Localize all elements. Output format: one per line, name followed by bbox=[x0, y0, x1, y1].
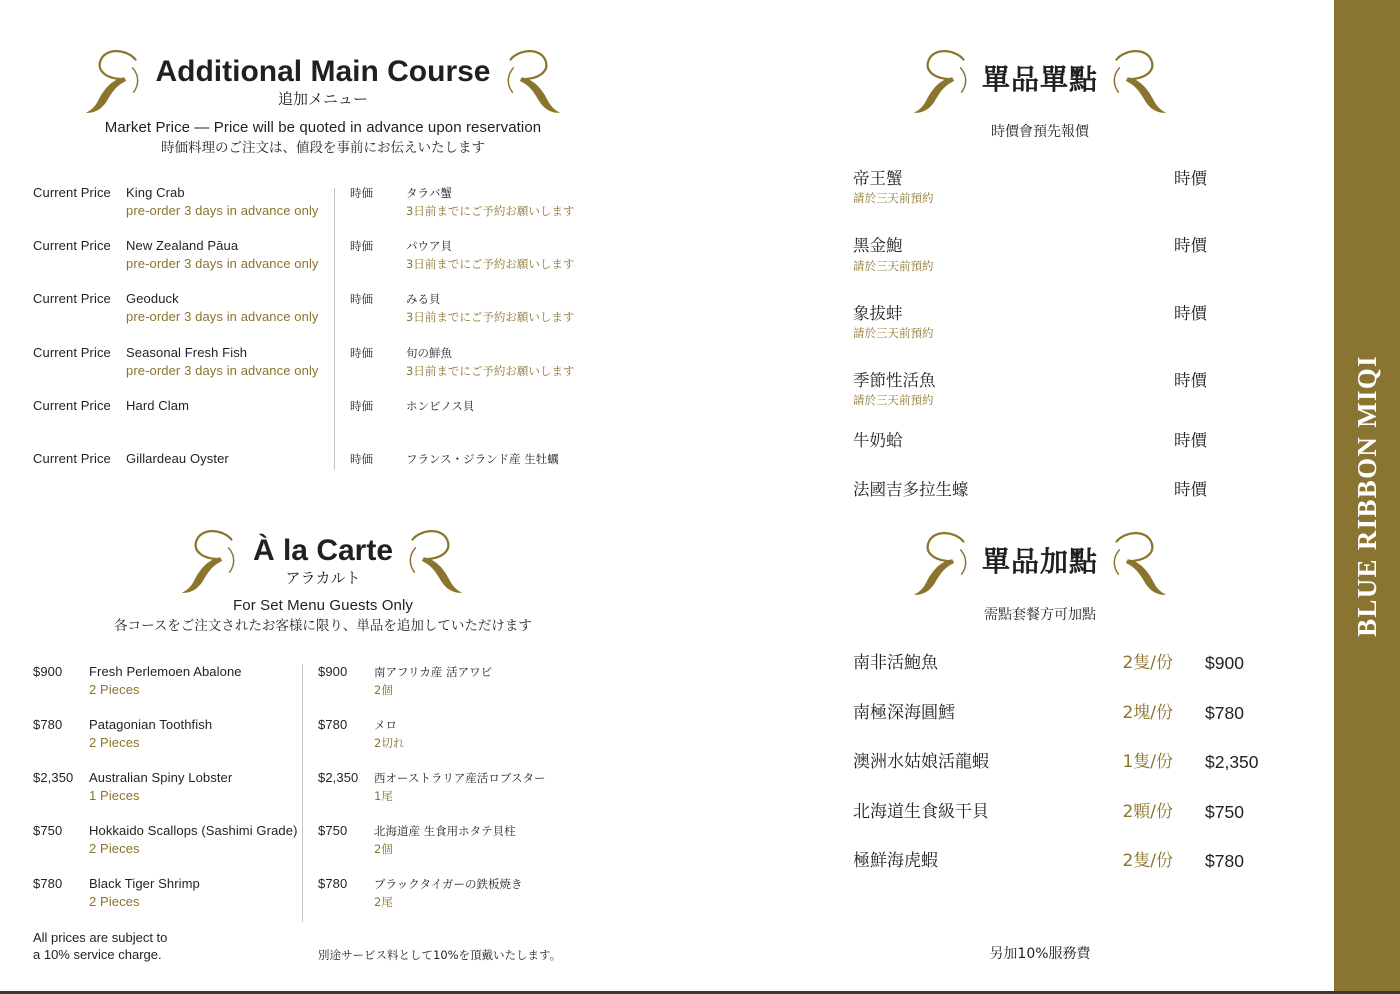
item-quantity: 2隻/份 bbox=[1122, 653, 1173, 673]
price-label: Current Price bbox=[33, 291, 111, 306]
item-price: $900 bbox=[1205, 653, 1244, 673]
section-title: 單品加點 bbox=[981, 545, 1098, 578]
item-name: 南非活鮑魚 bbox=[853, 653, 938, 673]
item-price: $2,350 bbox=[1205, 752, 1259, 772]
item-name: Australian Spiny Lobster bbox=[89, 770, 233, 785]
item-price: $750 bbox=[33, 823, 63, 838]
item-price: 時價 bbox=[1174, 236, 1207, 255]
item-name-ja: 西オーストラリア産活ロブスター bbox=[374, 771, 546, 785]
item-name: 黑金鮑 bbox=[853, 236, 903, 255]
item-price: 時價 bbox=[1174, 431, 1207, 450]
item-price-ja: $780 bbox=[318, 876, 348, 891]
service-charge-note-zh: 另加10%服務費 bbox=[989, 946, 1091, 962]
menu-row bbox=[0, 663, 650, 699]
item-name-ja: メロ bbox=[374, 718, 397, 732]
section-title: Additional Main Course bbox=[155, 55, 491, 88]
item-name: Hokkaido Scallops (Sashimi Grade) bbox=[89, 823, 298, 838]
brand-name: BLUE RIBBON MIQI bbox=[1352, 354, 1382, 637]
item-price: $780 bbox=[33, 717, 63, 732]
item-quantity-ja: 2尾 bbox=[374, 895, 393, 909]
menu-row bbox=[0, 290, 650, 326]
item-quantity-ja: 2切れ bbox=[374, 736, 405, 750]
section-note-en: Market Price — Price will be quoted in advance upon reservation bbox=[104, 119, 542, 136]
menu-row bbox=[0, 184, 650, 220]
item-name-ja: 北海道産 生食用ホタテ貝柱 bbox=[374, 824, 516, 838]
menu-row bbox=[0, 237, 650, 273]
item-name: 極鮮海虎蝦 bbox=[853, 851, 938, 871]
price-label-ja: 時価 bbox=[350, 452, 373, 466]
item-quantity: 1 Pieces bbox=[89, 788, 140, 803]
item-name: 北海道生食級干貝 bbox=[853, 802, 989, 822]
price-label: Current Price bbox=[33, 451, 111, 466]
item-price: $780 bbox=[1205, 851, 1244, 871]
section-subtitle-ja: アラカルト bbox=[285, 569, 361, 587]
item-name-ja: 南アフリカ産 活アワビ bbox=[374, 665, 493, 679]
item-note: 請於三天前預約 bbox=[853, 259, 934, 273]
service-charge-note bbox=[33, 929, 167, 963]
item-quantity: 2隻/份 bbox=[1122, 851, 1173, 871]
item-note-ja: 3日前までにご予約お願いします bbox=[406, 310, 575, 324]
item-quantity-ja: 2個 bbox=[374, 842, 393, 856]
item-quantity: 2 Pieces bbox=[89, 735, 140, 750]
item-name: Black Tiger Shrimp bbox=[89, 876, 200, 891]
item-name-ja: みる貝 bbox=[406, 292, 441, 306]
item-name: King Crab bbox=[126, 185, 185, 200]
item-price: $900 bbox=[33, 664, 63, 679]
item-note: 請於三天前預約 bbox=[853, 393, 934, 407]
section-note-ja: 時価料理のご注文は、値段を事前にお伝えいたします bbox=[161, 140, 485, 156]
item-price: 時價 bbox=[1174, 304, 1207, 323]
item-quantity: 1隻/份 bbox=[1122, 752, 1173, 772]
menu-row bbox=[0, 822, 650, 858]
price-label-ja: 時価 bbox=[350, 399, 373, 413]
menu-row bbox=[0, 875, 650, 911]
section-note-ja: 各コースをご注文されたお客様に限り、単品を追加していただけます bbox=[114, 618, 532, 634]
section-note: 需點套餐方可加點 bbox=[984, 607, 1096, 623]
service-charge-note-ja: 別途サービス料として10%を頂戴いたします。 bbox=[318, 948, 562, 962]
item-name: Hard Clam bbox=[126, 398, 190, 413]
item-name: 象拔蚌 bbox=[853, 304, 903, 323]
price-label: Current Price bbox=[33, 398, 111, 413]
item-name: 法國吉多拉生蠔 bbox=[853, 480, 969, 499]
item-name: 季節性活魚 bbox=[853, 371, 936, 390]
item-name-ja: ブラックタイガーの鉄板焼き bbox=[374, 877, 523, 891]
item-quantity-ja: 1尾 bbox=[374, 789, 393, 803]
item-price-ja: $900 bbox=[318, 664, 348, 679]
item-note: pre-order 3 days in advance only bbox=[126, 363, 319, 378]
item-name: Geoduck bbox=[126, 291, 179, 306]
price-label-ja: 時価 bbox=[350, 186, 373, 200]
menu-row bbox=[0, 769, 650, 805]
item-quantity-ja: 2個 bbox=[374, 683, 393, 697]
item-note-ja: 3日前までにご予約お願いします bbox=[406, 364, 575, 378]
item-note-ja: 3日前までにご予約お願いします bbox=[406, 257, 575, 271]
item-note: pre-order 3 days in advance only bbox=[126, 203, 319, 218]
item-note-ja: 3日前までにご予約お願いします bbox=[406, 204, 575, 218]
item-name-ja: ホンビノス貝 bbox=[406, 399, 475, 413]
item-quantity: 2 Pieces bbox=[89, 841, 140, 856]
price-label: Current Price bbox=[33, 238, 111, 253]
menu-row bbox=[0, 450, 650, 486]
item-name: Seasonal Fresh Fish bbox=[126, 345, 248, 360]
item-price: $780 bbox=[33, 876, 63, 891]
item-name: 澳洲水姑娘活龍蝦 bbox=[853, 752, 989, 772]
price-label-ja: 時価 bbox=[350, 346, 373, 360]
item-name: Gillardeau Oyster bbox=[126, 451, 229, 466]
item-note: pre-order 3 days in advance only bbox=[126, 256, 319, 271]
service-charge-line-2: a 10% service charge. bbox=[33, 947, 162, 962]
item-price-ja: $780 bbox=[318, 717, 348, 732]
section-note: 時價會預先報價 bbox=[991, 124, 1089, 140]
item-price: $780 bbox=[1205, 703, 1244, 723]
item-price: 時價 bbox=[1174, 480, 1207, 499]
item-price: 時價 bbox=[1174, 371, 1207, 390]
item-name: 牛奶蛤 bbox=[853, 431, 903, 450]
section-note-en: For Set Menu Guests Only bbox=[233, 597, 413, 614]
item-name-ja: フランス・ジランド産 生牡蠣 bbox=[406, 452, 559, 466]
item-note: 請於三天前預約 bbox=[853, 191, 934, 205]
price-label-ja: 時価 bbox=[350, 239, 373, 253]
item-name-ja: タラバ蟹 bbox=[406, 186, 452, 200]
item-quantity: 2塊/份 bbox=[1122, 703, 1173, 723]
section-subtitle-ja: 追加メニュー bbox=[277, 90, 368, 108]
price-label: Current Price bbox=[33, 345, 111, 360]
item-name: Patagonian Toothfish bbox=[89, 717, 213, 732]
item-price-ja: $2,350 bbox=[318, 770, 359, 785]
item-price: 時價 bbox=[1174, 169, 1207, 188]
item-name: 帝王蟹 bbox=[853, 169, 903, 188]
price-label: Current Price bbox=[33, 185, 111, 200]
item-price: $2,350 bbox=[33, 770, 74, 785]
item-name: 南極深海圓鱈 bbox=[853, 703, 955, 723]
item-price-ja: $750 bbox=[318, 823, 348, 838]
item-name-ja: 旬の鮮魚 bbox=[406, 346, 452, 360]
item-quantity: 2 Pieces bbox=[89, 894, 140, 909]
item-name-ja: パウア貝 bbox=[406, 239, 452, 253]
service-charge-line-1: All prices are subject to bbox=[33, 930, 168, 945]
price-label-ja: 時価 bbox=[350, 292, 373, 306]
item-quantity: 2 Pieces bbox=[89, 682, 140, 697]
item-quantity: 2顆/份 bbox=[1122, 802, 1173, 822]
item-note: pre-order 3 days in advance only bbox=[126, 309, 319, 324]
item-note: 請於三天前預約 bbox=[853, 326, 934, 340]
item-name: Fresh Perlemoen Abalone bbox=[89, 664, 242, 679]
section-title: 單品單點 bbox=[981, 63, 1098, 96]
brand-sidebar bbox=[1334, 0, 1400, 991]
menu-row bbox=[0, 397, 650, 433]
item-price: $750 bbox=[1205, 802, 1244, 822]
menu-row bbox=[0, 716, 650, 752]
section-title: À la Carte bbox=[252, 534, 394, 567]
item-name: New Zealand Pāua bbox=[126, 238, 239, 253]
menu-row bbox=[0, 344, 650, 380]
